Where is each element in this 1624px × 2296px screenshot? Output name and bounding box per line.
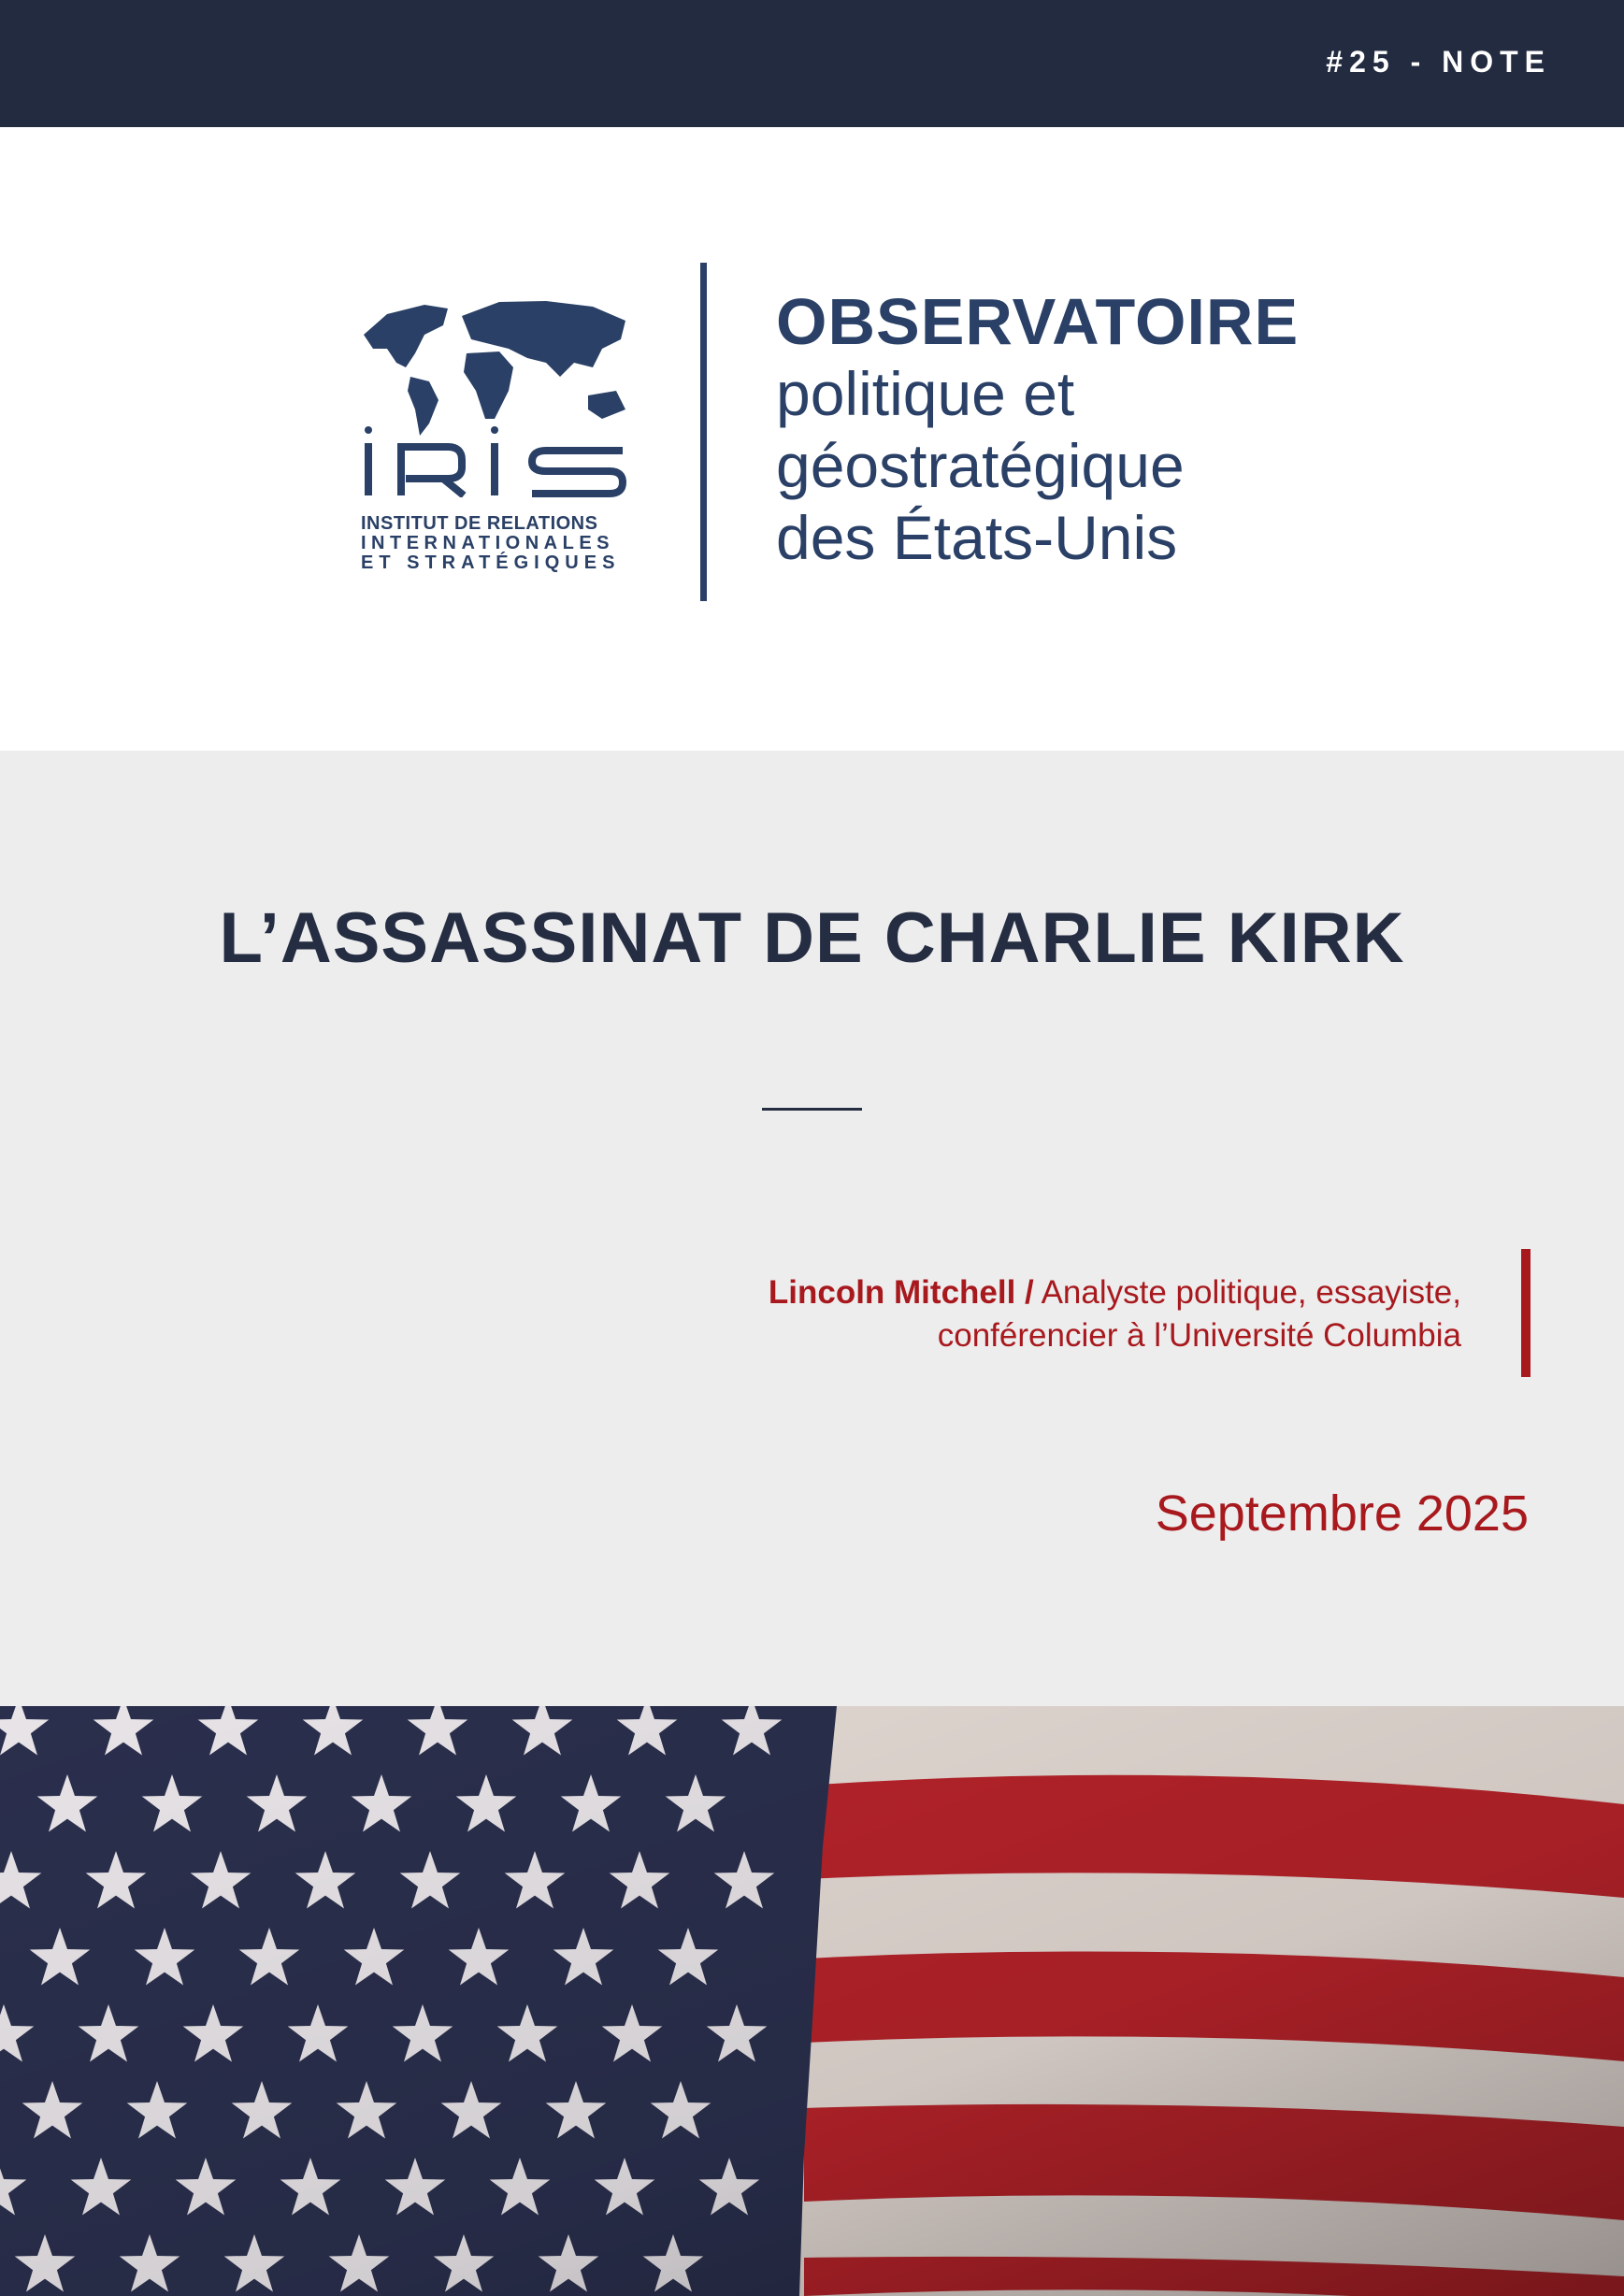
- institute-name: [361, 514, 632, 573]
- observatory-line: politique et: [776, 359, 1075, 428]
- title-section: [0, 751, 1624, 1706]
- logo-divider: [700, 263, 707, 601]
- institute-line: INSTITUT DE RELATIONS: [361, 513, 598, 534]
- author-role: Analyste politique, essayiste,: [1041, 1274, 1461, 1311]
- author-accent-bar: [1521, 1249, 1531, 1377]
- top-banner: [0, 0, 1624, 127]
- author-name: Lincoln Mitchell /: [768, 1274, 1034, 1311]
- note-number-label: #25 - NOTE: [1326, 45, 1551, 79]
- title-underline: [762, 1108, 862, 1111]
- author-role-line2: conférencier à l’Université Columbia: [937, 1317, 1461, 1354]
- iris-logo-wordmark: [359, 423, 630, 497]
- observatory-line: géostratégique: [776, 431, 1185, 500]
- institute-line: INTERNATIONALES: [361, 533, 615, 553]
- author-block: [769, 1271, 1461, 1357]
- world-map-logo-icon: [359, 297, 632, 438]
- institute-line: ET STRATÉGIQUES: [361, 552, 621, 573]
- us-flag-image: [0, 1706, 1624, 2296]
- observatory-heading: OBSERVATOIRE: [776, 285, 1300, 358]
- document-title: L’ASSASSINAT DE CHARLIE KIRK: [219, 898, 1405, 978]
- observatory-line: des États-Unis: [776, 503, 1178, 572]
- publication-date: Septembre 2025: [1155, 1485, 1529, 1542]
- observatory-title: [776, 286, 1299, 574]
